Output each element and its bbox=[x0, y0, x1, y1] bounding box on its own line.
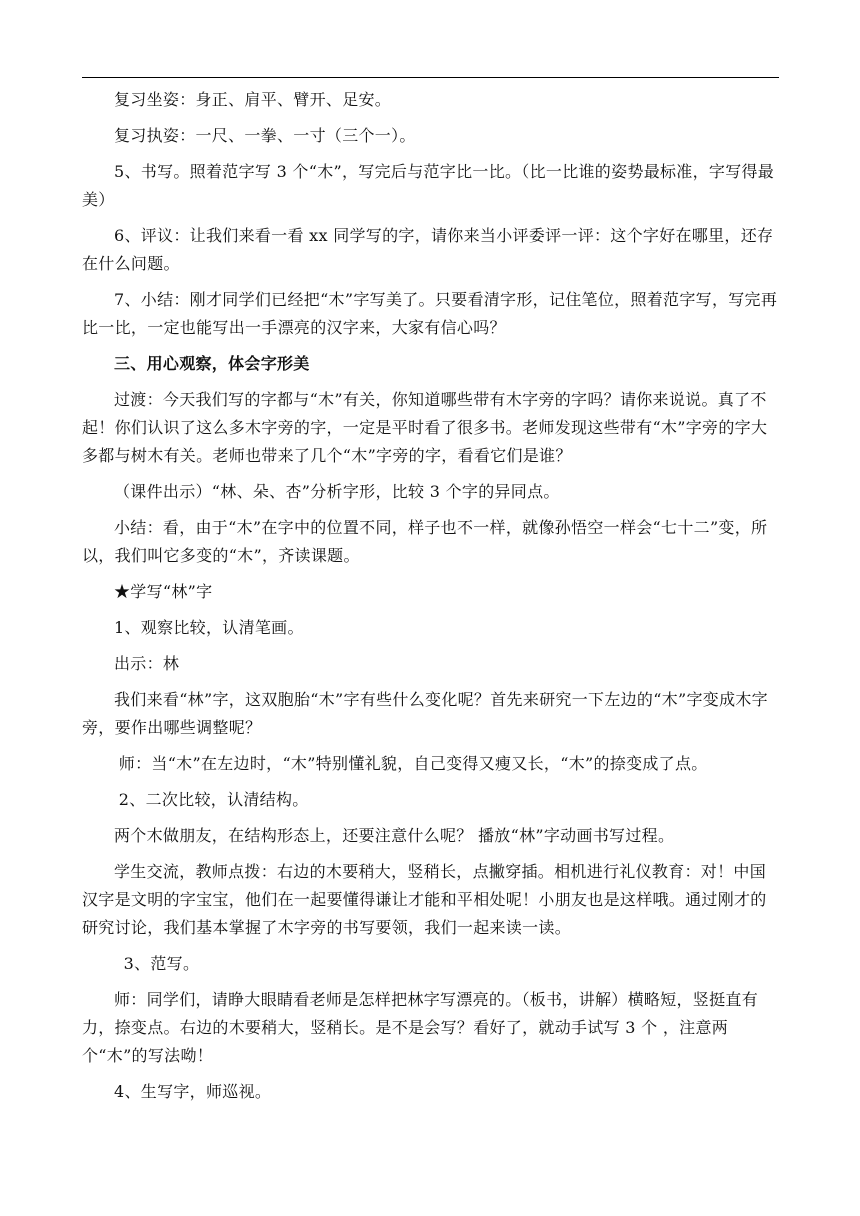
paragraph-step-4-practice: 4、生写字，师巡视。 bbox=[114, 1082, 272, 1101]
paragraph-sitting-posture: 复习坐姿：身正、肩平、臂开、足安。 bbox=[114, 90, 392, 109]
paragraph-step-3-demo: 3、范写。 bbox=[123, 954, 200, 973]
paragraph-teacher-left-mu: 师：当“木”在左边时，“木”特别懂礼貌，自己变得又瘦又长，“木”的捺变成了点。 bbox=[118, 754, 708, 773]
paragraph-teacher-demo: 师：同学们，请睁大眼睛看老师是怎样把林字写漂亮的。（板书，讲解）横略短，竖挺直有力，捺变点。右边的木要稍大，竖稍长。是不是会写？看好了，就动手试写 3 个 ，注意两个“木”的写法呦！ bbox=[82, 990, 759, 1065]
paragraph-lin-analysis: 我们来看“林”字，这双胞胎“木”字有些什么变化呢？首先来研究一下左边的“木”字变成木字旁，要作出哪些调整呢？ bbox=[82, 690, 768, 737]
paragraph-student-exchange: 学生交流，教师点拨：右边的木要稍大，竖稍长，点撇穿插。相机进行礼仪教育：对！中国汉字是文明的字宝宝，他们在一起要懂得谦让才能和平相处呢！小朋友也是这样哦。通过刚才的研究讨论，我们基本掌握了木字旁的书写要领，我们一起来读一读。 bbox=[82, 862, 767, 937]
paragraph-transition: 过渡：今天我们写的字都与“木”有关，你知道哪些带有木字旁的字吗？请你来说说。真了不起！你们认识了这么多木字旁的字，一定是平时看了很多书。老师发现这些带有“木”字旁的字大多都与树木有关。老师也带来了几个“木”字旁的字，看看它们是谁？ bbox=[82, 390, 768, 465]
paragraph-courseware: （课件出示）“林、朵、杏”分析字形，比较 3 个字的异同点。 bbox=[114, 482, 560, 501]
paragraph-pen-holding-posture: 复习执姿：一尺、一拳、一寸（三个一）。 bbox=[114, 126, 416, 145]
paragraph-show-lin: 出示：林 bbox=[114, 654, 180, 673]
section-heading-observe: 三、用心观察，体会字形美 bbox=[114, 354, 310, 373]
paragraph-step-5-writing: 5、书写。照着范字写 3 个“木”，写完后与范字比一比。（比一比谁的姿势最标准，字写得最美） bbox=[82, 162, 775, 209]
paragraph-step-6-review: 6、评议：让我们来看一看 xx 同学写的字，请你来当小评委评一评：这个字好在哪里，还存在什么问题。 bbox=[82, 226, 774, 273]
paragraph-two-mu-friends: 两个木做朋友，在结构形态上，还要注意什么呢？ 播放“林”字动画书写过程。 bbox=[114, 826, 675, 845]
header-rule bbox=[82, 77, 779, 78]
paragraph-summary-changes: 小结：看，由于“木”在字中的位置不同，样子也不一样，就像孙悟空一样会“七十二”变，所以，我们叫它多变的“木”，齐读课题。 bbox=[82, 518, 768, 565]
paragraph-step-2-structure: 2、二次比较，认清结构。 bbox=[118, 790, 309, 809]
paragraph-learn-lin: ★学写“林”字 bbox=[114, 582, 213, 601]
paragraph-step-1-observe: 1、观察比较，认清笔画。 bbox=[114, 618, 304, 637]
paragraph-step-7-summary: 7、小结：刚才同学们已经把“木”字写美了。只要看清字形，记住笔位，照着范字写，写完再比一比，一定也能写出一手漂亮的汉字来，大家有信心吗？ bbox=[82, 290, 778, 337]
document-body bbox=[82, 86, 779, 1106]
